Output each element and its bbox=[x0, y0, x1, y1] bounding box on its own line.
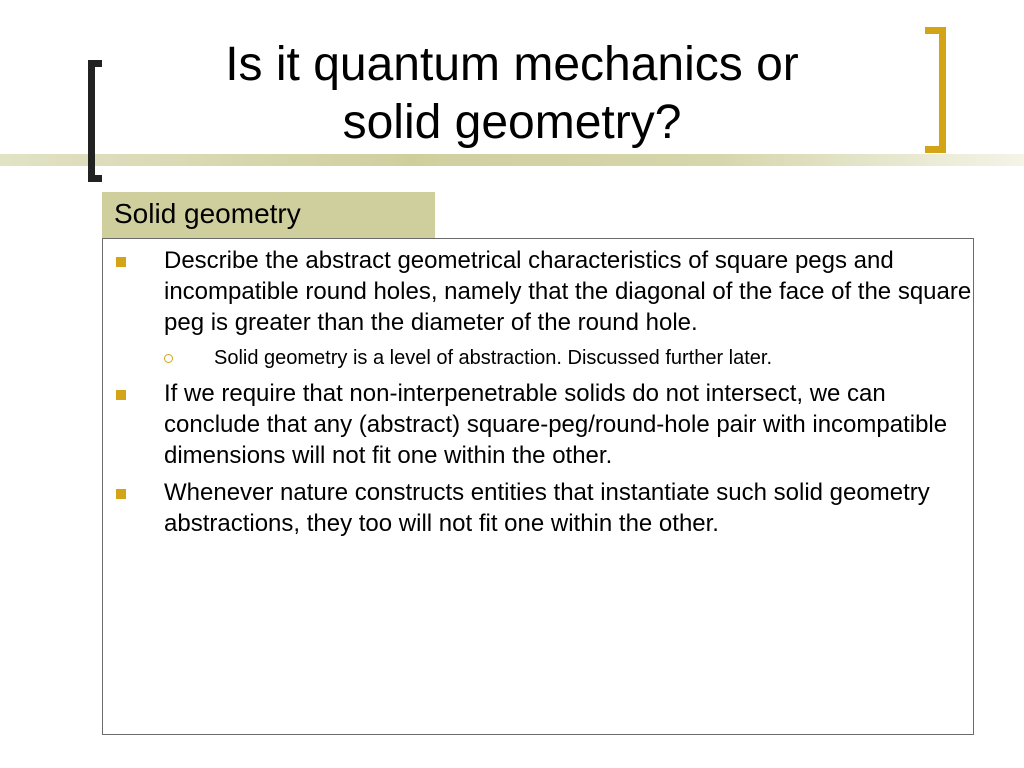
bullet-text: If we require that non-interpenetrable solids do not intersect, we can conclude that any (abstract) square-peg/round-hole pair with incompatible dimensions will not fit one within the other. bbox=[164, 380, 948, 469]
bullet-item bbox=[103, 378, 973, 471]
slide-title-line-2: solid geometry? bbox=[342, 96, 682, 149]
bullet-text: Whenever nature constructs entities that instantiate such solid geometry abstractions, they too will not fit one within the other. bbox=[164, 479, 930, 537]
hollow-circle-bullet-icon bbox=[164, 354, 173, 363]
slide-title-line-1: Is it quantum mechanics or bbox=[225, 38, 799, 91]
section-label: Solid geometry bbox=[102, 192, 435, 238]
bullet-list bbox=[103, 245, 973, 539]
bullet-item bbox=[103, 477, 973, 539]
slide-title bbox=[130, 36, 894, 152]
content-box bbox=[102, 238, 974, 735]
left-bracket-decoration bbox=[88, 60, 102, 182]
sub-bullet-item bbox=[103, 344, 973, 372]
title-accent-bar bbox=[0, 154, 1024, 166]
bullet-item bbox=[103, 245, 973, 338]
bullet-text: Describe the abstract geometrical characteristics of square pegs and incompatible round holes, namely that the diagonal of the face of the square peg is greater than the diameter of the round hole. bbox=[164, 247, 972, 336]
sub-bullet-text: Solid geometry is a level of abstraction. Discussed further later. bbox=[214, 347, 773, 369]
right-bracket-decoration bbox=[925, 27, 946, 153]
square-bullet-icon bbox=[116, 489, 126, 499]
square-bullet-icon bbox=[116, 257, 126, 267]
square-bullet-icon bbox=[116, 390, 126, 400]
